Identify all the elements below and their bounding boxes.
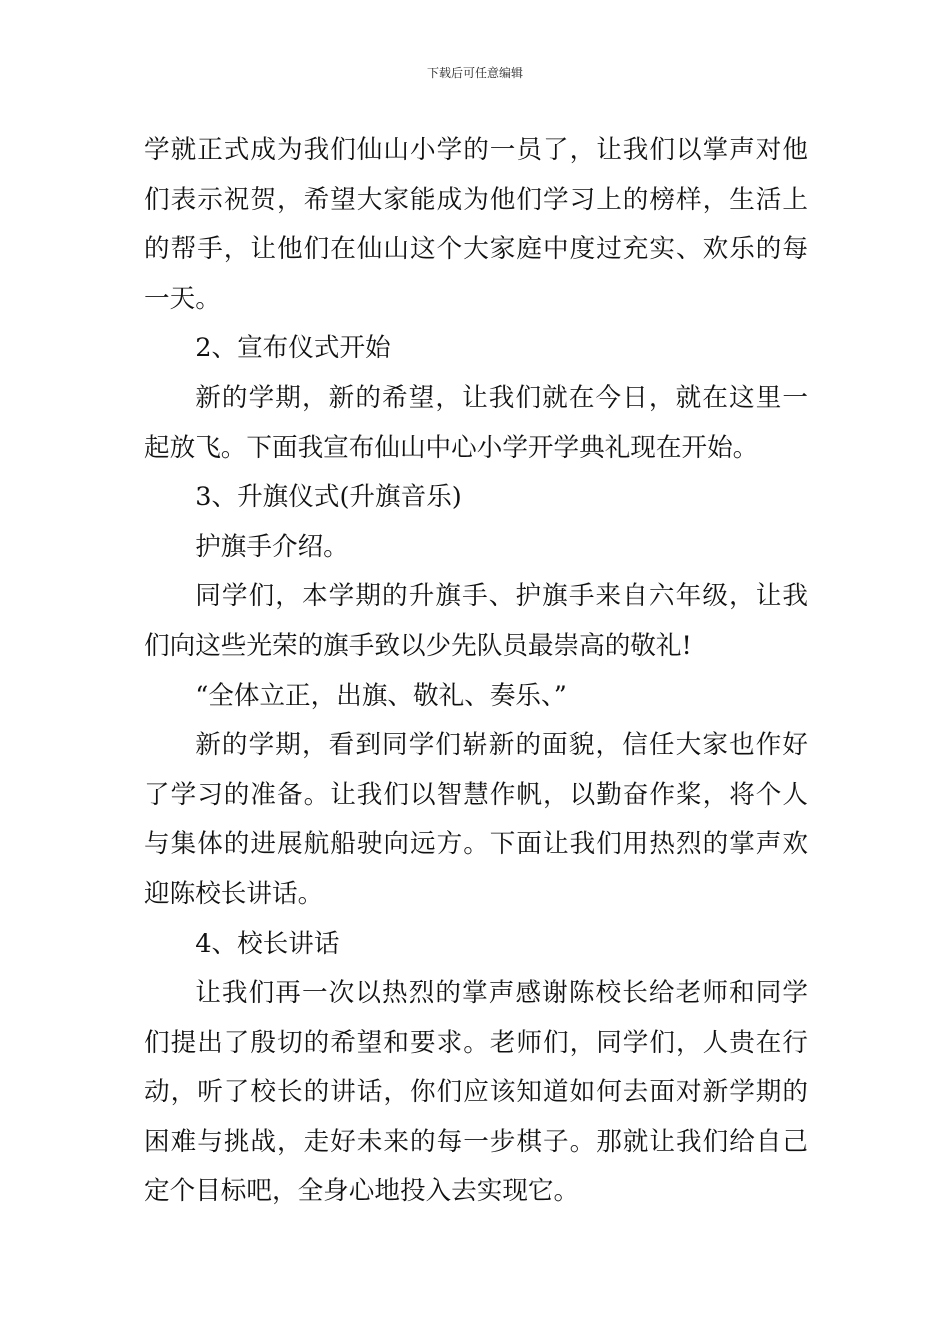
section-heading-announce-start: 2、宣布仪式开始 [195, 333, 391, 364]
document-body [144, 126, 808, 1217]
paragraph-opening-announcement: 新的学期，新的希望，让我们就在今日，就在这里一起放飞。下面我宣布仙山中心小学开学典礼现在开始。 [144, 382, 808, 463]
paragraph-flag-bearers: 同学们，本学期的升旗手、护旗手来自六年级，让我们向这些光荣的旗手致以少先队员最崇高的敬礼! [144, 581, 808, 661]
paragraph-flag-guard-intro: 护旗手介绍。 [195, 531, 349, 562]
section-heading-principal-speech: 4、校长讲话 [195, 928, 340, 959]
section-heading-flag-raising: 3、升旗仪式(升旗音乐) [195, 482, 462, 513]
paragraph-continuation: 学就正式成为我们仙山小学的一员了，让我们以掌声对他们表示祝贺，希望大家能成为他们学习上的榜样，生活上的帮手，让他们在仙山这个大家庭中度过充实、欢乐的每一天。 [144, 135, 808, 314]
page-header: 下载后可任意编辑 [426, 66, 523, 80]
paragraph-command-quote: “全体立正，出旗、敬礼、奏乐、” [195, 680, 567, 711]
paragraph-new-semester: 新的学期，看到同学们崭新的面貌，信任大家也作好了学习的准备。让我们以智慧作帆，以勤奋作桨，将个人与集体的进展航船驶向远方。下面让我们用热烈的掌声欢迎陈校长讲话。 [144, 730, 808, 909]
paragraph-thanks-principal: 让我们再一次以热烈的掌声感谢陈校长给老师和同学们提出了殷切的希望和要求。老师们，同学们，人贵在行动，听了校长的讲话，你们应该知道如何去面对新学期的困难与挑战，走好未来的每一步棋子。那就让我们给自己定个目标吧，全身心地投入去实现它。 [144, 978, 808, 1207]
